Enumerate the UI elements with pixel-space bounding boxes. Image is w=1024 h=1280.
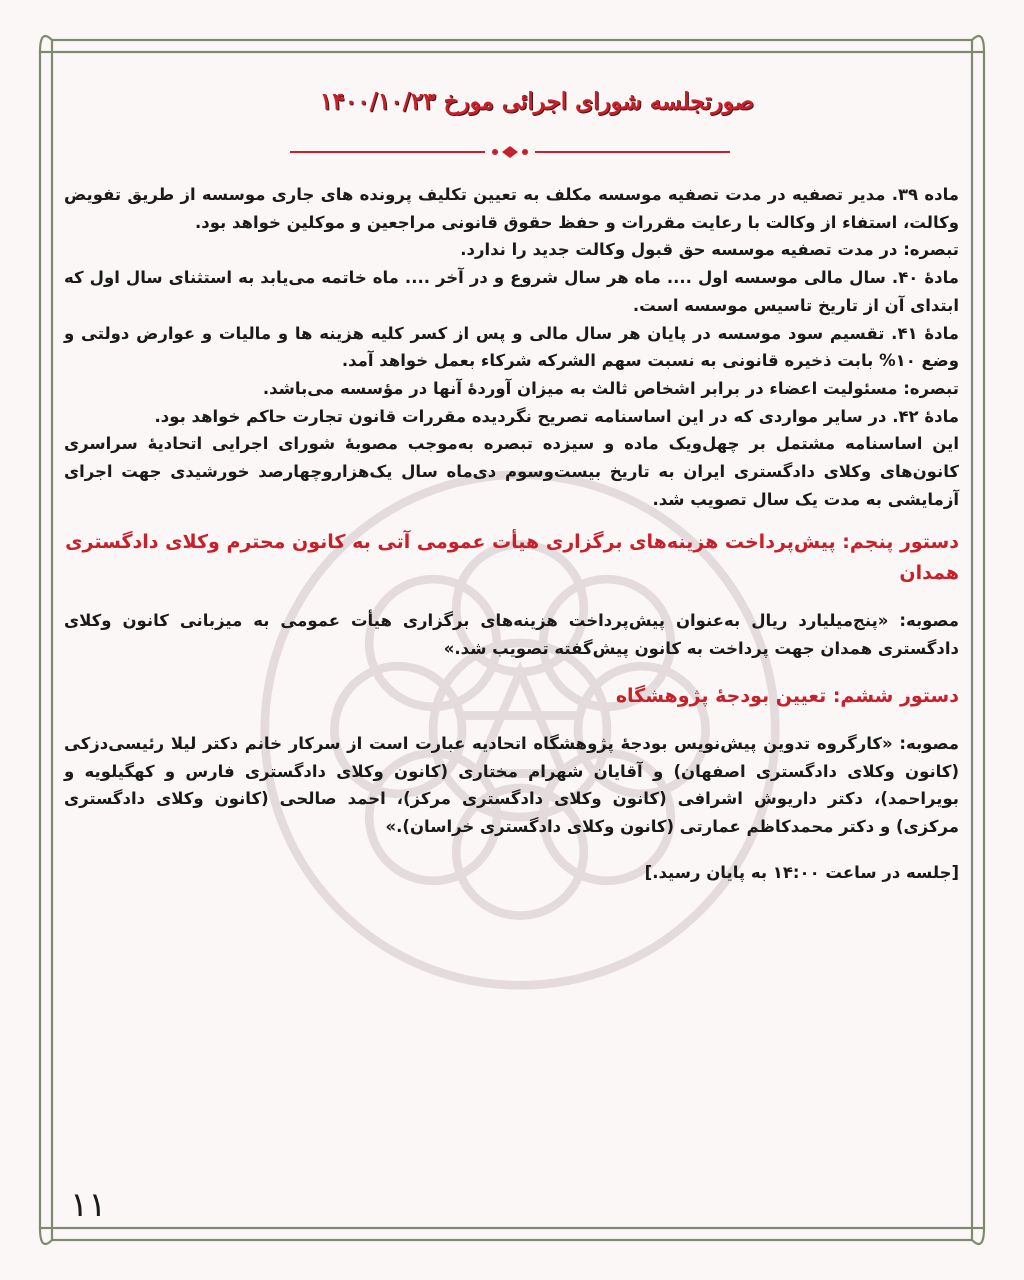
page-number: ۱۱ (70, 1185, 107, 1225)
statute-summary: این اساسنامه مشتمل بر چهل‌ویک ماده و سیزده تبصره به‌موجب مصوبۀ شورای اجرایی اتحادیۀ سراسری کانون‌های وکلای دادگستری ایران به تاریخ بیست‌وسوم دی‌ماه سال یک‌هزاروچهارصد خورشیدی جهت اجرای آزمایشی به مدت یک سال تصویب شد. (64, 434, 959, 509)
note-liquidation: تبصره: در مدت تصفیه موسسه حق قبول وکالت جدید را ندارد. (460, 240, 959, 260)
document-body (64, 181, 959, 886)
section6-resolution: مصوبه: «کارگروه تدوین پیش‌نویس بودجۀ پژوهشگاه اتحادیه عبارت است از سرکار خانم دکتر لیلا رئیسی‌دزکی (کانون وکلای دادگستری اصفهان) و آقایان شهرام مختاری (کانون وکلای دادگستری فارس و کهگیلویه و بویراحمد)، دکتر داریوش اشرافی (کانون وکلای دادگستری مرکز)، احمد صالحی (کانون وکلای دادگستری مرکزی) و دکتر محمدکاظم عمارتی (کانون وکلای دادگستری خراسان).» (64, 733, 959, 836)
section5-resolution: مصوبه: «پنج‌میلیارد ریال به‌عنوان پیش‌پرداخت هزینه‌های برگزاری هیأت عمومی به میزبانی کانون وکلای دادگستری همدان جهت پرداخت به کانون پیش‌گفته تصویب شد.» (64, 611, 959, 659)
section6-heading: دستور ششم: تعیین بودجۀ پژوهشگاه (615, 684, 959, 707)
note-liability: تبصره: مسئولیت اعضاء در برابر اشخاص ثالث به میزان آوردۀ آنها در مؤسسه می‌باشد. (262, 378, 959, 398)
article-40: مادۀ ۴۰. سال مالی موسسه اول .... ماه هر سال شروع و در آخر .... ماه خاتمه می‌یابد به استثنای سال اول که ابتدای آن از تاریخ تاسیس موسسه است. (64, 268, 959, 315)
article-42: مادۀ ۴۲. در سایر مواردی که در این اساسنامه تصریح نگردیده مقررات قانون تجارت حاکم خواهد بود. (154, 406, 959, 426)
article-41: مادۀ ۴۱. تقسیم سود موسسه در پایان هر سال مالی و پس از کسر کلیه هزینه ها و مالیات و عوارض دولتی و وضع ۱۰% بابت ذخیره قانونی به نسبت سهم الشرکه شرکاء بعمل خواهد آمد. (64, 323, 959, 371)
article-39: ماده ۳۹. مدیر تصفیه در مدت تصفیه موسسه مکلف به تعیین تکلیف پرونده های جاری موسسه از طریق تفویض وکالت، استفاء از وکالت با رعایت مقررات و حفظ حقوق قانونی مراجعین و موکلین خواهد بود. (64, 185, 959, 232)
page-title: صورتجلسه شورای اجرائی مورخ ۱۴۰۰/۱۰/۲۳ (320, 88, 754, 115)
ornamental-divider-icon (290, 140, 730, 164)
closing-note: [جلسه در ساعت ۱۴:۰۰ به پایان رسید.] (644, 862, 959, 882)
section5-heading: دستور پنجم: پیش‌پرداخت هزینه‌های برگزاری هیأت عمومی آتی به کانون محترم وکلای دادگستری همدان (65, 531, 959, 585)
